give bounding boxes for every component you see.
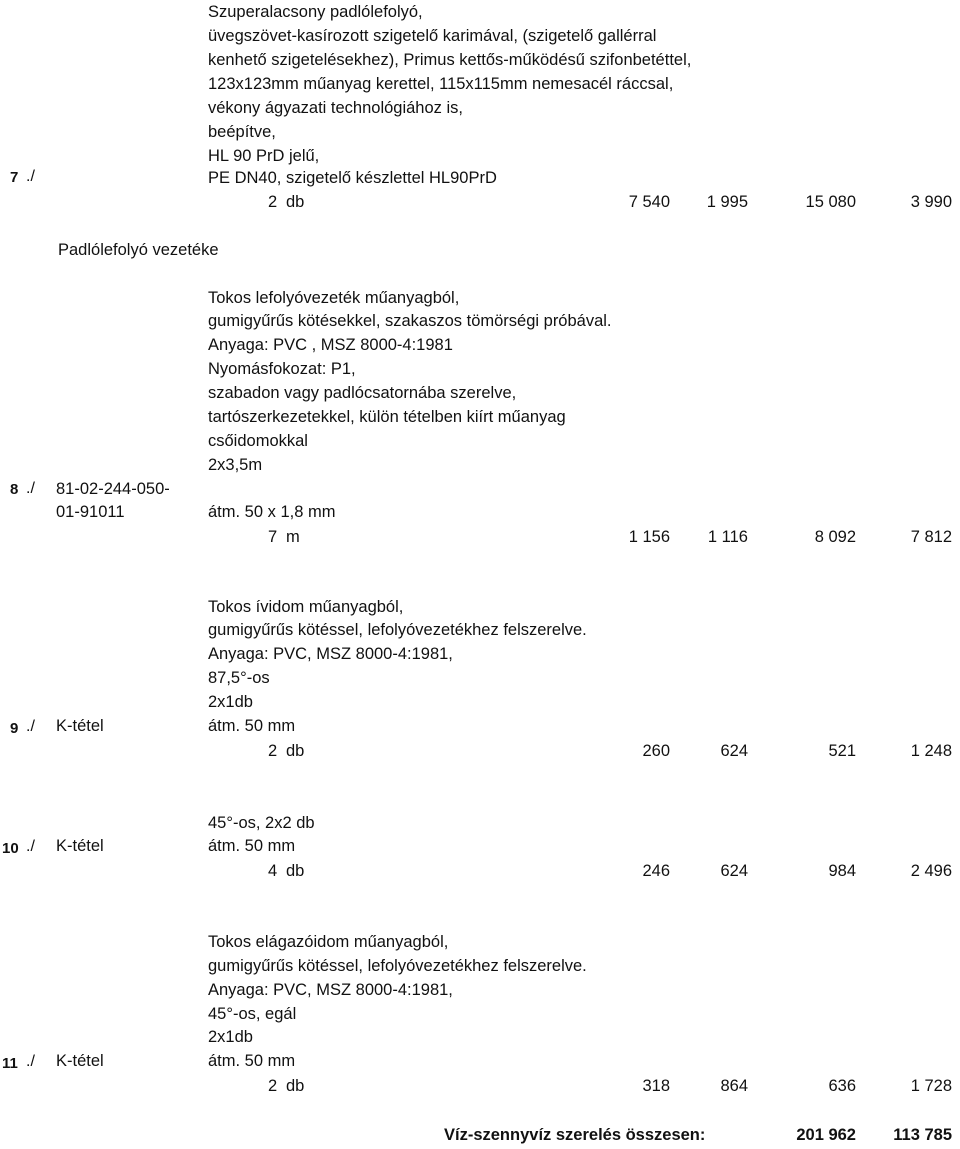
item-9-desc-line: átm. 50 mm xyxy=(208,717,296,735)
item-9-quantity: 2 xyxy=(268,742,278,760)
item-7-value-4: 3 990 xyxy=(910,193,952,211)
item-11-unit: db xyxy=(286,1077,305,1095)
item-11-value-1: 318 xyxy=(642,1077,670,1095)
item-11-number-suffix: ./ xyxy=(26,1053,35,1070)
grand-total-value-2: 113 785 xyxy=(893,1126,952,1144)
item-8-value-3: 8 092 xyxy=(814,528,856,546)
item-7-value-1: 7 540 xyxy=(628,193,670,211)
item-7-number-suffix: ./ xyxy=(26,168,35,185)
item-9-value-4: 1 248 xyxy=(910,742,952,760)
item-8-quantity: 7 xyxy=(268,528,278,546)
item-8-number-suffix: ./ xyxy=(26,480,35,497)
item-9-number: 9 xyxy=(10,720,19,737)
grand-total-label: Víz-szennyvíz szerelés összesen: xyxy=(444,1126,706,1144)
item-7-number: 7 xyxy=(10,169,19,186)
item-11-code: K-tétel xyxy=(56,1052,104,1070)
item-8-desc-line: Anyaga: PVC , MSZ 8000-4:1981 xyxy=(208,336,453,354)
item-11-desc-line: 2x1db xyxy=(208,1028,253,1046)
item-7-value-3: 15 080 xyxy=(805,193,856,211)
item-9-value-1: 260 xyxy=(642,742,670,760)
item-8-desc-line: 2x3,5m xyxy=(208,456,263,474)
item-8-desc-line: szabadon vagy padlócsatornába szerelve, xyxy=(208,384,517,402)
grand-total-value-1: 201 962 xyxy=(796,1126,856,1144)
item-8-value-4: 7 812 xyxy=(910,528,952,546)
item-8-desc-line: tartószerkezetekkel, külön tételben kiírt műanyag xyxy=(208,408,566,426)
item-9-desc-line: Anyaga: PVC, MSZ 8000-4:1981, xyxy=(208,645,453,663)
item-10-value-3: 984 xyxy=(828,862,856,880)
item-7-desc-line: Szuperalacsony padlólefolyó, xyxy=(208,3,423,21)
item-10-desc-line: átm. 50 mm xyxy=(208,837,296,855)
item-7-unit: db xyxy=(286,193,305,211)
item-7-desc-line: HL 90 PrD jelű, xyxy=(208,147,320,165)
item-7-quantity: 2 xyxy=(268,193,278,211)
item-10-number-suffix: ./ xyxy=(26,838,35,855)
item-10-quantity: 4 xyxy=(268,862,278,880)
item-9-value-3: 521 xyxy=(828,742,856,760)
item-7-desc-line: üvegszövet-kasírozott szigetelő karimával, (szigetelő gallérral xyxy=(208,27,657,45)
item-8-code: 01-91011 xyxy=(56,503,125,521)
item-8-desc-line: átm. 50 x 1,8 mm xyxy=(208,503,336,521)
item-10-value-4: 2 496 xyxy=(910,862,952,880)
item-8-desc-line: gumigyűrűs kötésekkel, szakaszos tömörségi próbával. xyxy=(208,312,612,330)
item-11-number: 11 xyxy=(2,1055,18,1072)
item-9-desc-line: gumigyűrűs kötéssel, lefolyóvezetékhez felszerelve. xyxy=(208,621,587,639)
item-8-desc-line: csőidomokkal xyxy=(208,432,308,450)
item-8-value-1: 1 156 xyxy=(628,528,670,546)
item-10-unit: db xyxy=(286,862,305,880)
item-11-desc-line: Tokos elágazóidom műanyagból, xyxy=(208,933,449,951)
item-10-code: K-tétel xyxy=(56,837,104,855)
item-9-value-2: 624 xyxy=(720,742,748,760)
item-9-desc-line: 87,5°-os xyxy=(208,669,270,687)
item-8-code: 81-02-244-050- xyxy=(56,480,170,498)
item-11-quantity: 2 xyxy=(268,1077,278,1095)
item-7-value-2: 1 995 xyxy=(706,193,748,211)
item-9-desc-line: Tokos ívidom műanyagból, xyxy=(208,598,404,616)
item-11-value-2: 864 xyxy=(720,1077,748,1095)
item-8-desc-line: Nyomásfokozat: P1, xyxy=(208,360,356,378)
item-8-value-2: 1 116 xyxy=(707,528,748,546)
item-11-desc-line: Anyaga: PVC, MSZ 8000-4:1981, xyxy=(208,981,453,999)
item-9-code: K-tétel xyxy=(56,717,104,735)
item-11-value-4: 1 728 xyxy=(910,1077,952,1095)
section-title: Padlólefolyó vezetéke xyxy=(58,241,219,259)
item-10-desc-line: 45°-os, 2x2 db xyxy=(208,814,315,832)
item-7-desc-line: kenhető szigetelésekhez), Primus kettős-működésű szifonbetéttel, xyxy=(208,51,692,69)
item-10-number: 10 xyxy=(2,840,19,857)
item-8-number: 8 xyxy=(10,481,19,498)
item-11-desc-line: átm. 50 mm xyxy=(208,1052,296,1070)
item-11-desc-line: gumigyűrűs kötéssel, lefolyóvezetékhez felszerelve. xyxy=(208,957,587,975)
item-9-number-suffix: ./ xyxy=(26,718,35,735)
item-7-desc-line: PE DN40, szigetelő készlettel HL90PrD xyxy=(208,169,497,187)
item-8-unit: m xyxy=(286,528,300,546)
item-8-desc-line: Tokos lefolyóvezeték műanyagból, xyxy=(208,289,460,307)
item-10-value-2: 624 xyxy=(720,862,748,880)
item-11-value-3: 636 xyxy=(828,1077,856,1095)
item-7-desc-line: vékony ágyazati technológiához is, xyxy=(208,99,463,117)
item-10-value-1: 246 xyxy=(642,862,670,880)
item-9-desc-line: 2x1db xyxy=(208,693,253,711)
item-11-desc-line: 45°-os, egál xyxy=(208,1005,297,1023)
item-9-unit: db xyxy=(286,742,305,760)
item-7-desc-line: 123x123mm műanyag kerettel, 115x115mm nemesacél ráccsal, xyxy=(208,75,674,93)
item-7-desc-line: beépítve, xyxy=(208,123,276,141)
